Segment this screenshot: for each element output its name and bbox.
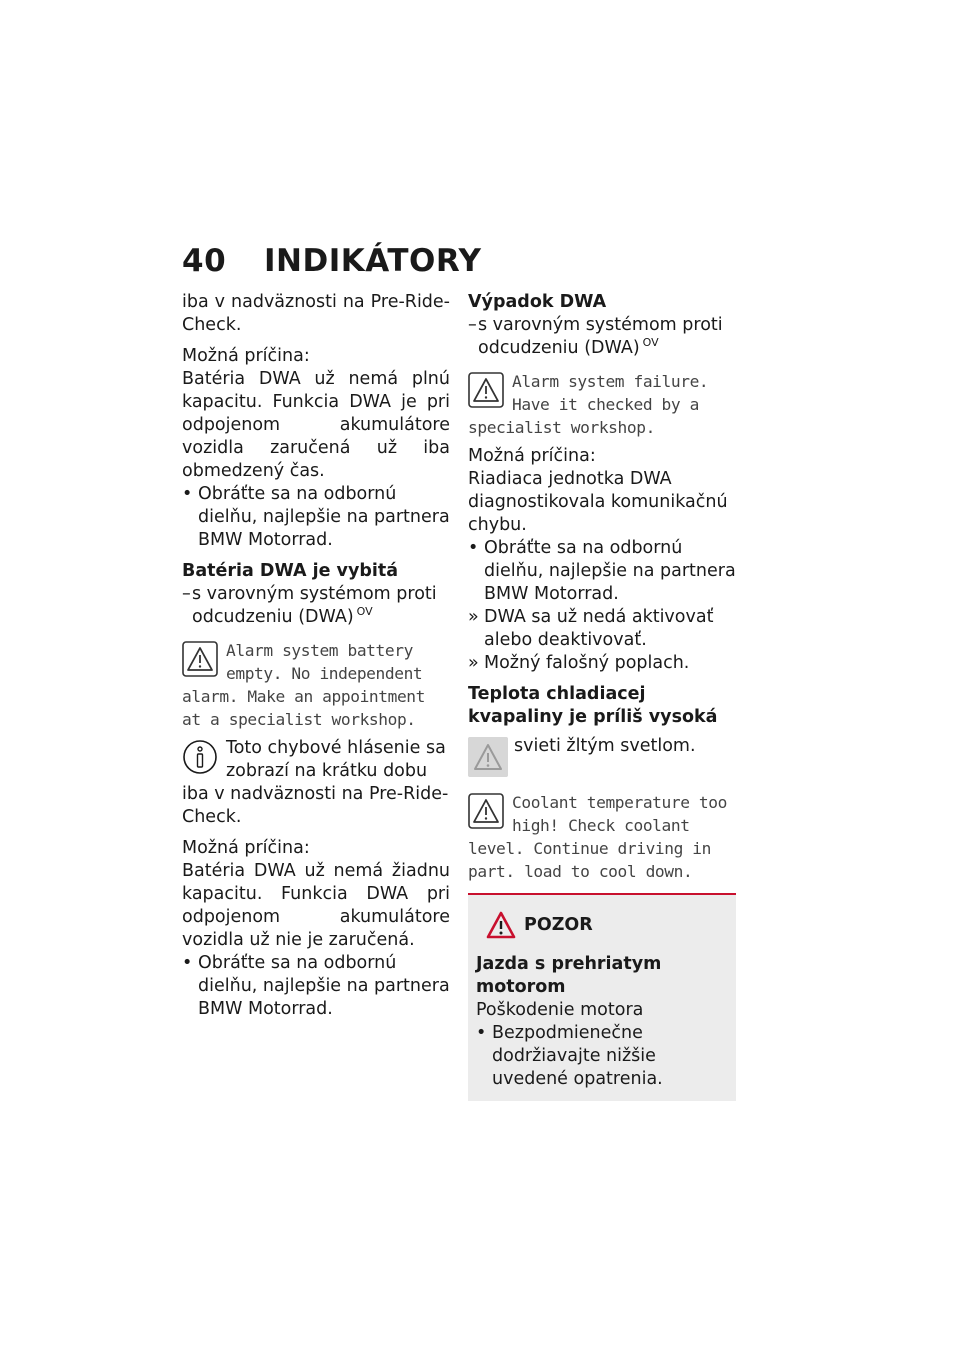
cause-label: Možná príčina: [182,346,310,366]
info-text: Toto chybové hlásenie sa zobrazí na krátku dobu iba v nadväznosti na Pre-Ride-Check. [182,738,449,827]
warning-lamp-icon [468,737,508,777]
warning-header [476,911,728,939]
cause-text: Riadiaca jednotka DWA diagnostikovala komunikačnú chybu. [468,469,728,535]
info-note [182,737,450,829]
page-number: 40 [182,243,227,279]
bullet-item: • Obráťte sa na odbornú dielňu, najlepšie na partnera BMW Motorrad. [182,483,450,552]
cause-text: Batéria DWA už nemá plnú kapacitu. Funkcia DWA je pri odpojenom akumulátore vozidla zaručená už iba obmedzený čas. [182,369,450,481]
message-text: Coolant temperature too high! Check coolant level. Continue driving in part. load to cool down. [468,793,727,881]
display-message [468,791,736,883]
caution-red-triangle-icon [486,911,516,939]
warning-bullet: • Bezpodmienečne dodržiavajte nižšie uvedené opatrenia. [476,1022,728,1091]
warning-triangle-icon [468,793,504,829]
right-column [468,291,736,1101]
result-item: » Možný falošný poplach. [468,652,736,675]
page-title: INDIKÁTORY [264,243,482,279]
result-item: » DWA sa už nedá aktivovať alebo deaktivovať. [468,606,736,652]
warning-triangle-icon [182,641,218,677]
message-text: Alarm system failure. Have it checked by a specialist workshop. [468,372,709,437]
info-icon [182,739,218,775]
page-header [182,243,481,279]
section-heading: Teplota chladiacej kvapaliny je príliš vysoká [468,684,718,727]
warning-label: POZOR [524,914,593,935]
superscript: OV [356,605,373,619]
display-message [468,370,736,439]
bullet-item: • Obráťte sa na odbornú dielňu, najlepšie na partnera BMW Motorrad. [182,952,450,1021]
dash-item: – s varovným systémom proti odcudzeniu (DWA) $^{OV}$ [182,583,450,629]
cause-text: Batéria DWA už nemá žiadnu kapacitu. Funkcia DWA pri odpojenom akumulátore vozidla už nie je zaručená. [182,861,450,950]
section-heading: Výpadok DWA [468,292,607,312]
dash-item: – s varovným systémom proti odcudzeniu (DWA) $^{OV}$ [468,314,736,360]
warning-text: Poškodenie motora [476,1000,644,1020]
section-heading: Batéria DWA je vybitá [182,561,399,581]
left-column [182,291,450,1021]
lamp-text: svieti žltým svetlom. [514,736,696,756]
message-text: Alarm system battery empty. No independent alarm. Make an appointment at a specialist workshop. [182,641,425,729]
display-message [182,639,450,731]
warning-box [468,893,736,1101]
indicator-lamp-note [468,735,736,781]
bullet-item: • Obráťte sa na odbornú dielňu, najlepšie na partnera BMW Motorrad. [468,537,736,606]
paragraph: iba v nadväznosti na Pre-Ride-Check. [182,292,450,335]
cause-label: Možná príčina: [468,446,596,466]
warning-title: Jazda s prehriatym motorom [476,954,662,997]
warning-triangle-icon [468,372,504,408]
superscript: OV [642,336,659,350]
cause-label: Možná príčina: [182,838,310,858]
